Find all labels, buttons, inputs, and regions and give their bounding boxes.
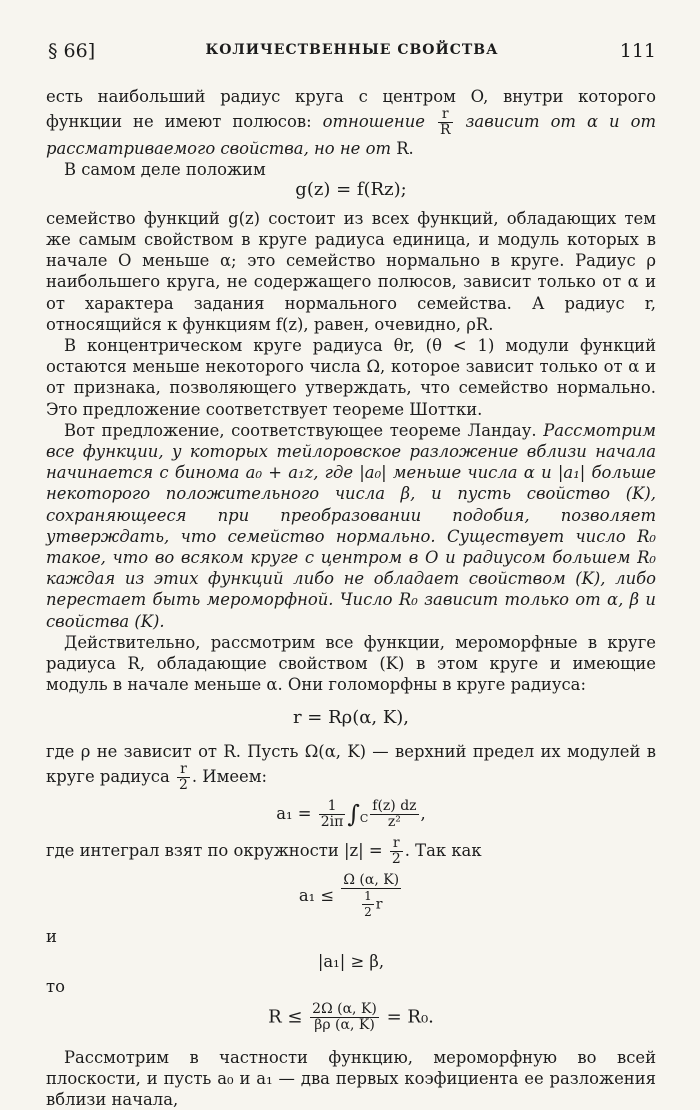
formula-5: |a₁| ≥ β, (46, 951, 656, 972)
paragraph-3: семейство функций g(z) состоит из всех функций, обладающих тем же самым свойством в круге радиуса единица, и модуль которых в начале O меньше α; это семейство нормально в круге. Радиус ρ наибольшего круга, не содержащего полюсов, зависит только от α и от характера задания нормального семейства. А радиус r, относящийся к функциям f(z), равен, очевидно, ρR. (46, 208, 656, 335)
fraction-r-over-R: $\frac{r}{R}$ (438, 107, 453, 138)
paragraph-6: Действительно, рассмотрим все функции, мероморфные в круге радиуса R, обладающие свойством (K) в этом круге и имеющие модуль в начале меньше α. Они голоморфны в круге радиуса: (46, 632, 656, 696)
page-number: 111 (620, 40, 656, 62)
word-and: и (46, 926, 656, 947)
page-header (48, 40, 656, 66)
formula-2: r = Rρ(α, K), (46, 707, 656, 728)
formula-4: a₁ ≤ Ω (α, K) $\frac{1}{2}$ r (46, 873, 656, 920)
formula-1: g(z) = f(Rz); (46, 179, 656, 200)
paragraph-2: В самом деле положим (46, 159, 656, 180)
paragraph-5: Вот предложение, соответствующее теореме Ландау. Рассмотрим все функции, у которых тейлоровское разложение вблизи начала начинается с бинома a₀ + a₁z, где |a₀| меньше числа α и |a₁| больше некоторого положительного числа β, и пусть свойство (K), сохраняющееся при преобразовании подобия, позволяет утверждать, что семейство нормально. Существует число R₀ такое, что во всяком круге с центром в O и радиусом большем R₀ каждая из этих функций либо не обладает свойством (K), либо перестает быть мероморфной. Число R₀ зависит только от α, β и свойства (K). (46, 420, 656, 632)
fraction-r-over-2: $\frac{r}{2}$ (177, 762, 190, 793)
page-body (46, 86, 656, 1110)
paragraph-1: есть наибольший радиус круга с центром O, внутри которого функции не имеют полюсов: отношение $\frac{r}{R}$ зависит от α и от рассматриваемого свойства, но не от R. (46, 86, 656, 159)
formula-3: a₁ = $\frac{1}{2i\pi}$ $\int_C$ $\frac{f(z) dz}{\text{z²}}$ , (46, 799, 656, 830)
word-then: то (46, 976, 656, 997)
paragraph-9: Рассмотрим в частности функцию, мероморфную во всей плоскости, и пусть a₀ и a₁ — два первых коэфициента ее разложения вблизи начала, (46, 1047, 656, 1110)
fraction-r-over-2b: $\frac{r}{2}$ (390, 836, 403, 867)
section-number: § 66] (48, 40, 95, 62)
paragraph-7: где ρ не зависит от R. Пусть Ω(α, K) — верхний предел их модулей в круге радиуса $\frac{r}{2}$ . Имеем: (46, 741, 656, 793)
running-title: КОЛИЧЕСТВЕННЫЕ СВОЙСТВА (48, 42, 656, 58)
paragraph-8: где интеграл взят по окружности |z| = $\frac{r}{2}$ . Так как (46, 836, 656, 867)
paragraph-4: В концентрическом круге радиуса θr, (θ < 1) модули функций остаются меньше некоторого числа Ω, которое зависит только от α и от признака, позволяющего утверждать, что семейство нормально. Это предложение соответствует теореме Шоттки. (46, 335, 656, 420)
formula-6: R ≤ $\frac{2\Omega (\alpha, K)}{\beta\rho (\alpha, K)}$ = R₀. (46, 1002, 656, 1033)
integral-sign: ∫ (347, 800, 360, 828)
